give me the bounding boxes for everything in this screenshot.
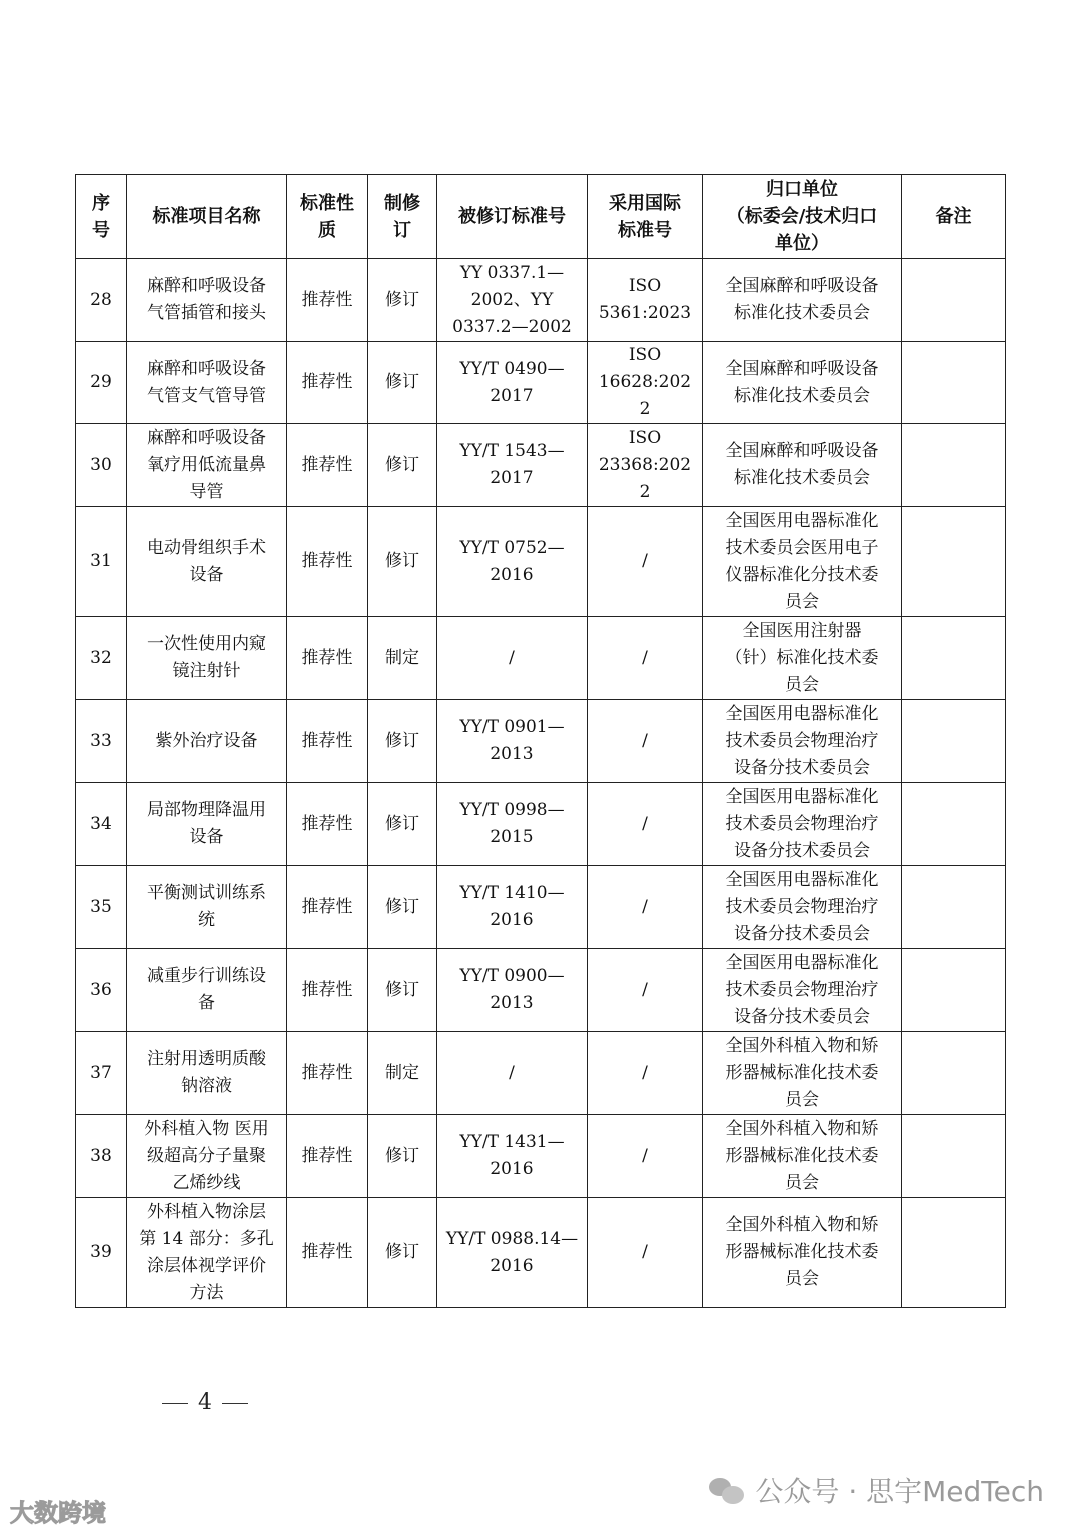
cell-remarks xyxy=(902,507,1006,617)
wechat-icon xyxy=(709,1476,745,1504)
cell-revised-standard: / xyxy=(437,617,588,700)
table-row xyxy=(76,866,1006,949)
cell-nature: 推荐性 xyxy=(287,1115,368,1198)
cell-nature: 推荐性 xyxy=(287,866,368,949)
cell-nature: 推荐性 xyxy=(287,949,368,1032)
cell-serial: 35 xyxy=(76,866,127,949)
cell-responsible-unit: 全国医用电器标准化 技术委员会物理治疗 设备分技术委员会 xyxy=(703,949,902,1032)
cell-serial: 36 xyxy=(76,949,127,1032)
cell-project-name: 局部物理降温用 设备 xyxy=(127,783,287,866)
table-row xyxy=(76,783,1006,866)
cell-international-standard: ISO 23368:2022 xyxy=(588,424,703,507)
cell-revised-standard: / xyxy=(437,1032,588,1115)
cell-serial: 39 xyxy=(76,1198,127,1308)
page-dash-right xyxy=(222,1403,248,1404)
cell-project-name: 电动骨组织手术 设备 xyxy=(127,507,287,617)
cell-nature: 推荐性 xyxy=(287,1032,368,1115)
cell-project-name: 紫外治疗设备 xyxy=(127,700,287,783)
cell-international-standard: / xyxy=(588,1032,703,1115)
table-row xyxy=(76,259,1006,342)
cell-revised-standard: YY/T 1431— 2016 xyxy=(437,1115,588,1198)
standards-table xyxy=(75,174,1006,1308)
cell-revision-type: 修订 xyxy=(368,949,437,1032)
cell-serial: 33 xyxy=(76,700,127,783)
cell-remarks xyxy=(902,1115,1006,1198)
cell-revision-type: 修订 xyxy=(368,342,437,424)
cell-serial: 34 xyxy=(76,783,127,866)
watermark-left: 大数跨境 xyxy=(10,1499,106,1527)
cell-revised-standard: YY/T 0901— 2013 xyxy=(437,700,588,783)
cell-international-standard: / xyxy=(588,700,703,783)
cell-revised-standard: YY/T 0752— 2016 xyxy=(437,507,588,617)
cell-serial: 38 xyxy=(76,1115,127,1198)
cell-project-name: 麻醉和呼吸设备 氧疗用低流量鼻 导管 xyxy=(127,424,287,507)
cell-serial: 30 xyxy=(76,424,127,507)
table-row xyxy=(76,617,1006,700)
cell-project-name: 平衡测试训练系 统 xyxy=(127,866,287,949)
page-number xyxy=(0,1390,410,1415)
cell-nature: 推荐性 xyxy=(287,1198,368,1308)
cell-revision-type: 修订 xyxy=(368,866,437,949)
cell-serial: 31 xyxy=(76,507,127,617)
cell-responsible-unit: 全国麻醉和呼吸设备 标准化技术委员会 xyxy=(703,259,902,342)
cell-remarks xyxy=(902,949,1006,1032)
cell-revised-standard: YY/T 0490— 2017 xyxy=(437,342,588,424)
cell-project-name: 减重步行训练设 备 xyxy=(127,949,287,1032)
cell-responsible-unit: 全国外科植入物和矫 形器械标准化技术委 员会 xyxy=(703,1198,902,1308)
cell-remarks xyxy=(902,783,1006,866)
cell-revision-type: 制定 xyxy=(368,1032,437,1115)
header-remarks: 备注 xyxy=(902,175,1006,259)
cell-remarks xyxy=(902,1032,1006,1115)
cell-project-name: 一次性使用内窥 镜注射针 xyxy=(127,617,287,700)
cell-revised-standard: YY/T 1410— 2016 xyxy=(437,866,588,949)
cell-nature: 推荐性 xyxy=(287,617,368,700)
cell-revised-standard: YY 0337.1— 2002、YY 0337.2—2002 xyxy=(437,259,588,342)
cell-revised-standard: YY/T 0988.14— 2016 xyxy=(437,1198,588,1308)
cell-international-standard: / xyxy=(588,949,703,1032)
cell-revised-standard: YY/T 0900— 2013 xyxy=(437,949,588,1032)
cell-revision-type: 修订 xyxy=(368,700,437,783)
cell-international-standard: / xyxy=(588,507,703,617)
table-row xyxy=(76,1032,1006,1115)
cell-responsible-unit: 全国麻醉和呼吸设备 标准化技术委员会 xyxy=(703,424,902,507)
cell-nature: 推荐性 xyxy=(287,259,368,342)
header-responsible-unit: 归口单位 （标委会/技术归口 单位） xyxy=(703,175,902,259)
cell-international-standard: / xyxy=(588,617,703,700)
page-dash-left xyxy=(162,1403,188,1404)
header-revised-standard: 被修订标准号 xyxy=(437,175,588,259)
cell-nature: 推荐性 xyxy=(287,507,368,617)
cell-remarks xyxy=(902,617,1006,700)
table-row xyxy=(76,949,1006,1032)
cell-remarks xyxy=(902,424,1006,507)
page-number-value: 4 xyxy=(198,1390,212,1415)
table-header-row xyxy=(76,175,1006,259)
cell-responsible-unit: 全国外科植入物和矫 形器械标准化技术委 员会 xyxy=(703,1115,902,1198)
cell-revision-type: 修订 xyxy=(368,259,437,342)
cell-nature: 推荐性 xyxy=(287,783,368,866)
cell-revision-type: 修订 xyxy=(368,507,437,617)
cell-responsible-unit: 全国医用电器标准化 技术委员会物理治疗 设备分技术委员会 xyxy=(703,783,902,866)
cell-serial: 32 xyxy=(76,617,127,700)
cell-international-standard: ISO 5361:2023 xyxy=(588,259,703,342)
cell-responsible-unit: 全国医用电器标准化 技术委员会物理治疗 设备分技术委员会 xyxy=(703,866,902,949)
cell-project-name: 外科植入物涂层 第 14 部分：多孔 涂层体视学评价 方法 xyxy=(127,1198,287,1308)
header-nature: 标准性 质 xyxy=(287,175,368,259)
cell-serial: 28 xyxy=(76,259,127,342)
cell-revision-type: 修订 xyxy=(368,1115,437,1198)
cell-revision-type: 制定 xyxy=(368,617,437,700)
table-row xyxy=(76,1115,1006,1198)
cell-remarks xyxy=(902,342,1006,424)
table-row xyxy=(76,1198,1006,1308)
cell-revision-type: 修订 xyxy=(368,783,437,866)
cell-revised-standard: YY/T 1543— 2017 xyxy=(437,424,588,507)
cell-international-standard: / xyxy=(588,1115,703,1198)
table-row xyxy=(76,424,1006,507)
watermark-wechat xyxy=(709,1470,1044,1510)
cell-remarks xyxy=(902,1198,1006,1308)
header-international-standard: 采用国际 标准号 xyxy=(588,175,703,259)
cell-project-name: 麻醉和呼吸设备 气管支气管导管 xyxy=(127,342,287,424)
cell-revised-standard: YY/T 0998— 2015 xyxy=(437,783,588,866)
cell-revision-type: 修订 xyxy=(368,424,437,507)
table-row xyxy=(76,507,1006,617)
cell-nature: 推荐性 xyxy=(287,342,368,424)
cell-revision-type: 修订 xyxy=(368,1198,437,1308)
cell-nature: 推荐性 xyxy=(287,424,368,507)
header-project-name: 标准项目名称 xyxy=(127,175,287,259)
cell-responsible-unit: 全国医用电器标准化 技术委员会物理治疗 设备分技术委员会 xyxy=(703,700,902,783)
table-row xyxy=(76,342,1006,424)
cell-remarks xyxy=(902,259,1006,342)
cell-project-name: 外科植入物 医用 级超高分子量聚 乙烯纱线 xyxy=(127,1115,287,1198)
cell-international-standard: / xyxy=(588,1198,703,1308)
cell-international-standard: / xyxy=(588,866,703,949)
cell-serial: 37 xyxy=(76,1032,127,1115)
cell-project-name: 注射用透明质酸 钠溶液 xyxy=(127,1032,287,1115)
cell-international-standard: ISO 16628:2022 xyxy=(588,342,703,424)
cell-responsible-unit: 全国医用电器标准化 技术委员会医用电子 仪器标准化分技术委 员会 xyxy=(703,507,902,617)
cell-remarks xyxy=(902,866,1006,949)
cell-project-name: 麻醉和呼吸设备 气管插管和接头 xyxy=(127,259,287,342)
cell-responsible-unit: 全国外科植入物和矫 形器械标准化技术委 员会 xyxy=(703,1032,902,1115)
table-row xyxy=(76,700,1006,783)
cell-serial: 29 xyxy=(76,342,127,424)
cell-nature: 推荐性 xyxy=(287,700,368,783)
cell-responsible-unit: 全国麻醉和呼吸设备 标准化技术委员会 xyxy=(703,342,902,424)
header-revision-type: 制修 订 xyxy=(368,175,437,259)
cell-remarks xyxy=(902,700,1006,783)
header-serial: 序 号 xyxy=(76,175,127,259)
cell-international-standard: / xyxy=(588,783,703,866)
cell-responsible-unit: 全国医用注射器 （针）标准化技术委 员会 xyxy=(703,617,902,700)
watermark-wechat-text: 公众号 · 思宇MedTech xyxy=(755,1475,1044,1508)
